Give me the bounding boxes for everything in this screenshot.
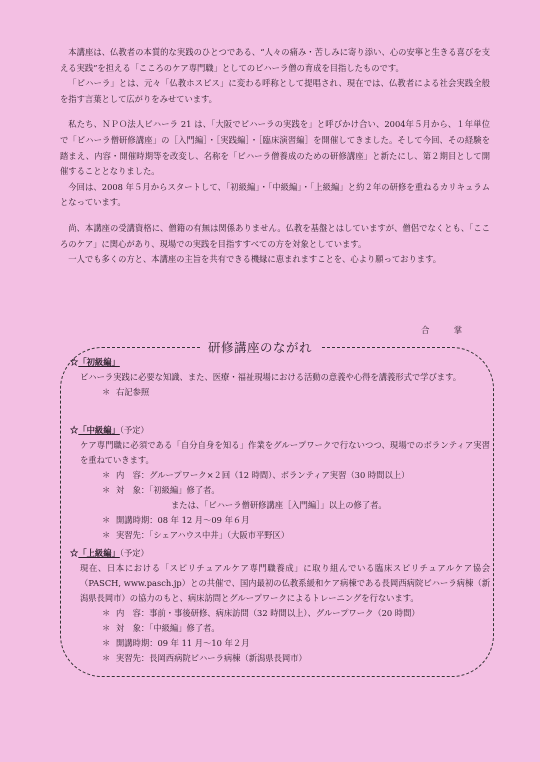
detail-item xyxy=(70,385,490,400)
section-beginner xyxy=(70,355,490,400)
bullet-star: ＊ xyxy=(102,515,111,525)
detail-item xyxy=(70,528,490,543)
section-intermediate xyxy=(70,423,490,543)
closing-gassho: 合 掌 xyxy=(421,325,470,335)
level-name: 「上級編」 xyxy=(78,548,120,558)
star-marker: ☆ xyxy=(70,548,79,558)
bullet-star: ＊ xyxy=(102,623,111,633)
detail-item xyxy=(70,468,490,483)
planned-note: （予定） xyxy=(119,425,149,435)
star-marker: ☆ xyxy=(70,357,79,367)
detail-item xyxy=(70,606,490,621)
detail-item xyxy=(70,513,490,528)
bullet-star: ＊ xyxy=(102,530,111,540)
intro-paragraph: 私たち、ＮＰＯ法人ビハーラ 21 は、「大阪でビハーラの実践を」と呼びかけ合い、2004年５月から、１年単位で「ビハーラ僧研修講座」の［入門編］・［実践編］・［臨床演習編］を開催してきました。そして今回、その経験を踏まえ、内容・開催時期等を改変し、名称を「ビハーラ僧養成のための研修講座」と新たにし、第２期目として開催することとなりました。 xyxy=(60,119,490,177)
detail-text: 開講時期：08 年 12 月～09 年６月 xyxy=(116,515,250,525)
level-name: 「中級編」 xyxy=(78,425,120,435)
section-heading xyxy=(70,546,490,561)
level-name: 「初級編」 xyxy=(78,357,120,367)
section-description: ケア専門職に必須である「自分自身を知る」作業をグループワークで行ないつつ、現場でのボランティア実習を重ねていきます。 xyxy=(80,440,490,465)
intro-paragraph: 本講座は、仏教者の本質的な実践のひとつである、“人々の痛み・苦しみに寄り添い、心の安寧と生きる喜びを支える実践”を担える「こころのケア専門職」としてのビハーラ僧の育成を目指したものです。 xyxy=(60,47,490,73)
bullet-star: ＊ xyxy=(102,387,111,397)
section-description: 現在、日本における「スピリチュアルケア専門職養成」に取り組んでいる臨床スピリチュアルケア協会（PASCH, www.pasch.jp）との共催で、国内最初の仏教系緩和ケア病棟である長岡西病院ビハーラ病棟（新潟県長岡市）の協力のもと、病床訪問とグループワークによるトレーニングを行ないます。 xyxy=(80,563,490,603)
detail-text: 対 象：「中級編」修了者。 xyxy=(116,623,220,633)
intro-paragraph: 今回は、2008 年５月からスタートして、「初級編」・「中級編」・「上級編」と約２年の研修を重ねるカリキュラムとなっています。 xyxy=(60,181,490,208)
bullet-star: ＊ xyxy=(102,470,111,480)
section-advanced xyxy=(70,546,490,666)
detail-item xyxy=(70,483,490,498)
detail-text: 開講時期：09 年 11 月～10 年２月 xyxy=(116,638,250,648)
intro-text xyxy=(60,45,490,268)
intro-paragraph: 一人でも多くの方と、本講座の主旨を共有できる機縁に恵まれますことを、心より願っております。 xyxy=(68,254,441,265)
detail-text: または、「ビハーラ僧研修講座［入門編］」以上の修了者。 xyxy=(171,500,387,510)
detail-item xyxy=(70,636,490,651)
section-heading xyxy=(70,355,490,370)
bullet-star: ＊ xyxy=(102,608,111,618)
detail-text: 右記参照 xyxy=(116,387,150,397)
intro-paragraph: 「ビハーラ」とは、元々「仏教ホスピス」に変わる呼称として提唱され、現在では、仏教者による社会実践全般を指す言葉として広がりをみせています。 xyxy=(60,78,490,104)
bullet-star: ＊ xyxy=(102,638,111,648)
bullet-star: ＊ xyxy=(102,485,111,495)
star-marker: ☆ xyxy=(70,425,79,435)
detail-item xyxy=(70,651,490,666)
detail-text: 実習先：「シェアハウス中井」（大阪市平野区） xyxy=(116,530,290,540)
intro-paragraph: 尚、本講座の受講資格に、僧籍の有無は関係ありません。仏教を基盤とはしていますが、僧侶でなくとも、「こころのケア」に関心があり、現場での実践を目指すすべての方を対象としています。 xyxy=(60,222,490,249)
flow-title: 研修講座のながれ xyxy=(200,338,320,356)
detail-text: 内 容：事前・事後研修、病床訪問（32 時間以上）、グループワーク（20 時間） xyxy=(116,608,420,618)
detail-item xyxy=(70,498,490,513)
detail-text: 内 容：グループワーク×２回（12 時間）、ボランティア実習（30 時間以上） xyxy=(116,470,410,480)
detail-text: 実習先：長岡西病院ビハーラ病棟（新潟県長岡市） xyxy=(116,653,307,663)
section-heading xyxy=(70,423,490,438)
detail-item xyxy=(70,621,490,636)
detail-text: 対 象：「初級編」修了者。 xyxy=(116,485,220,495)
section-description: ビハーラ実践に必要な知識、また、医療・福祉現場における活動の意義や心得を講義形式で学びます。 xyxy=(80,372,461,382)
planned-note: （予定） xyxy=(119,548,149,558)
bullet-star: ＊ xyxy=(102,653,111,663)
